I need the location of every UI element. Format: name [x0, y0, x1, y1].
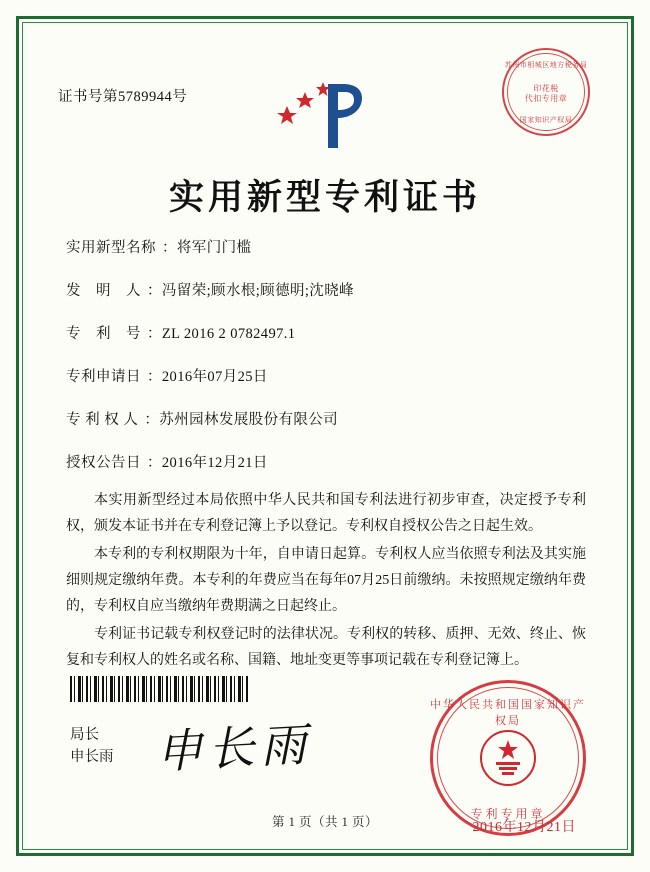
certificate-body-text	[66, 488, 586, 676]
certificate-fields	[66, 236, 584, 494]
field-label: 实用新型名称	[66, 240, 156, 256]
field-label: 专 利 号	[66, 326, 141, 342]
corner-ornament-bottom-left	[22, 836, 36, 850]
gov-seal-mid-line2: 代扣专用章	[524, 94, 568, 103]
gov-seal-bottom-text: 国家知识产权局	[519, 116, 573, 124]
field-label: 专利申请日	[66, 369, 141, 385]
gov-registration-seal	[502, 48, 590, 136]
gov-seal-top-text: 苏州市相城区地方税务局	[504, 61, 588, 69]
national-emblem-icon	[478, 728, 538, 788]
director-name-label: 申长雨	[70, 749, 114, 765]
body-paragraph: 本专利的专利权期限为十年，自申请日起算。专利权人应当依照专利法及其实施细则规定缴纳年费。本专利的年费应当在每年07月25日前缴纳。未按照规定缴纳年费的，专利权自应当缴纳年费期满之日起终止。	[66, 547, 586, 614]
field-row	[66, 365, 584, 386]
page-footer: 第 1 页（共 1 页）	[271, 815, 378, 829]
corner-ornament-bottom-right	[614, 836, 628, 850]
certificate-number: 证书号第5789944号	[58, 89, 188, 105]
corner-ornament-top-left	[22, 22, 36, 36]
handwritten-signature: 申长雨	[154, 718, 314, 779]
field-row	[66, 236, 584, 257]
gov-seal-mid-text	[502, 84, 590, 104]
field-value: ：2016年12月21日	[147, 455, 268, 471]
field-value: ：苏州园林发展股份有限公司	[144, 412, 339, 428]
field-value: ：将军门门槛	[162, 240, 252, 256]
gov-seal-mid-line1: 印花税	[533, 84, 559, 93]
seal-date: 2016年12月21日	[472, 820, 576, 835]
body-paragraph: 本实用新型经过本局依照中华人民共和国专利法进行初步审查，决定授予专利权，颁发本证书并在专利登记簿上予以登记。专利权自授权公告之日起生效。	[66, 493, 586, 534]
director-title-label: 局长	[70, 727, 99, 743]
red-seal-top-text: 中华人民共和国国家知识产权局	[430, 699, 586, 727]
field-row	[66, 408, 584, 429]
signature-labels	[70, 724, 114, 768]
field-value: ：2016年07月25日	[147, 369, 268, 385]
page-title: 实用新型专利证书	[168, 178, 481, 217]
field-row	[66, 322, 584, 343]
field-label: 专 利 权 人	[66, 412, 139, 428]
field-label: 授权公告日	[66, 455, 141, 471]
field-row	[66, 451, 584, 472]
body-paragraph: 专利证书记载专利权登记时的法律状况。专利权的转移、质押、无效、终止、恢复和专利权人的姓名或名称、国籍、地址变更等事项记载在专利登记簿上。	[66, 627, 586, 668]
certificate-content	[40, 40, 610, 835]
barcode-icon	[70, 676, 250, 702]
field-value: ：冯留荣;顾水根;顾德明;沈晓峰	[147, 283, 354, 299]
patent-office-logo-icon	[265, 70, 375, 160]
corner-ornament-top-right	[614, 22, 628, 36]
field-value: ：ZL 2016 2 0782497.1	[147, 326, 296, 342]
field-label: 发 明 人	[66, 283, 141, 299]
field-row	[66, 279, 584, 300]
red-seal-bottom-text: 专利专用章	[470, 807, 546, 821]
